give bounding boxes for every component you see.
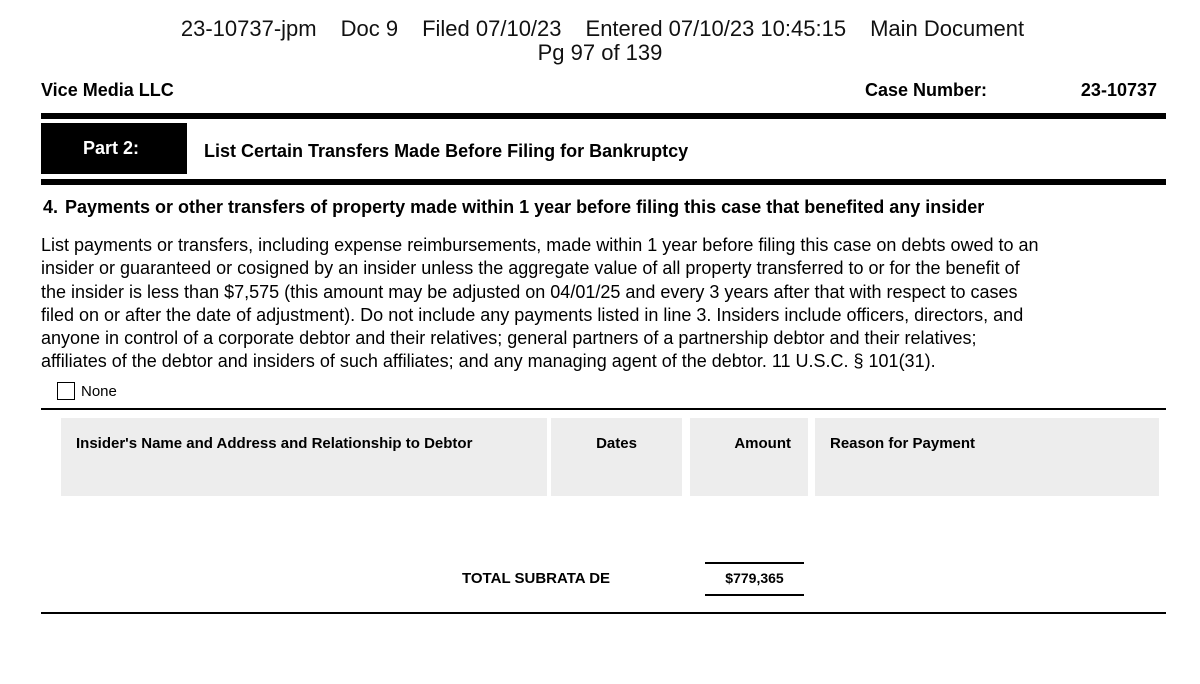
page-indicator: Pg 97 of 139 — [537, 40, 663, 65]
column-header-insider: Insider's Name and Address and Relationship to Debtor — [61, 418, 547, 496]
question-number: 4. — [43, 197, 59, 217]
court-filing-header-line1 — [0, 17, 1200, 41]
total-label: TOTAL SUBRATA DE — [462, 570, 611, 587]
document-type: Main Document — [870, 16, 1025, 41]
doc-number: Doc 9 — [340, 16, 399, 41]
instruction-line: the insider is less than $7,575 (this amount may be adjusted on 04/01/25 and every 3 years after that with respect to cases — [41, 281, 1018, 302]
total-amount: $779,365 — [725, 570, 784, 586]
section-divider-bottom — [41, 179, 1166, 185]
question-heading — [43, 197, 984, 218]
form-header — [41, 80, 1157, 104]
table-bottom-rule — [41, 612, 1166, 614]
entered-date: Entered 07/10/23 10:45:15 — [585, 16, 847, 41]
part-title: List Certain Transfers Made Before Filing for Bankruptcy — [204, 141, 689, 161]
column-header-reason: Reason for Payment — [815, 418, 1159, 496]
column-header-dates: Dates — [551, 418, 682, 496]
table-top-rule — [41, 408, 1166, 410]
none-label: None — [81, 383, 117, 400]
section-divider-top — [41, 113, 1166, 119]
instruction-line: anyone in control of a corporate debtor and their relatives; general partners of a partnership debtor and their relatives; — [41, 328, 977, 349]
court-filing-header — [0, 17, 1200, 65]
question-title: Payments or other transfers of property made within 1 year before filing this case that benefited any insider — [65, 197, 985, 217]
debtor-name: Vice Media LLC — [41, 80, 174, 100]
part-label-box: Part 2: — [41, 123, 187, 174]
case-reference: 23-10737-jpm — [180, 16, 317, 41]
filed-date: Filed 07/10/23 — [422, 16, 562, 41]
case-number-label: Case Number: — [865, 80, 988, 100]
total-top-rule — [705, 562, 804, 564]
instruction-line: insider or guaranteed or cosigned by an insider unless the aggregate value of all property transferred to or for the benefit of — [41, 258, 1020, 279]
question-instructions — [41, 234, 1166, 374]
column-header-amount: Amount — [690, 418, 808, 496]
instruction-line: List payments or transfers, including expense reimbursements, made within 1 year before filing this case on debts owed to an — [41, 235, 1039, 255]
instruction-line: filed on or after the date of adjustment). Do not include any payments listed in line 3. Insiders include officers, directors, and — [41, 304, 1024, 325]
instruction-line: affiliates of the debtor and insiders of such affiliates; and any managing agent of the debtor. 11 U.S.C. § 101(31). — [41, 351, 936, 372]
case-number: 23-10737 — [1080, 80, 1157, 100]
total-bottom-rule — [705, 594, 804, 596]
none-checkbox[interactable] — [57, 382, 75, 400]
